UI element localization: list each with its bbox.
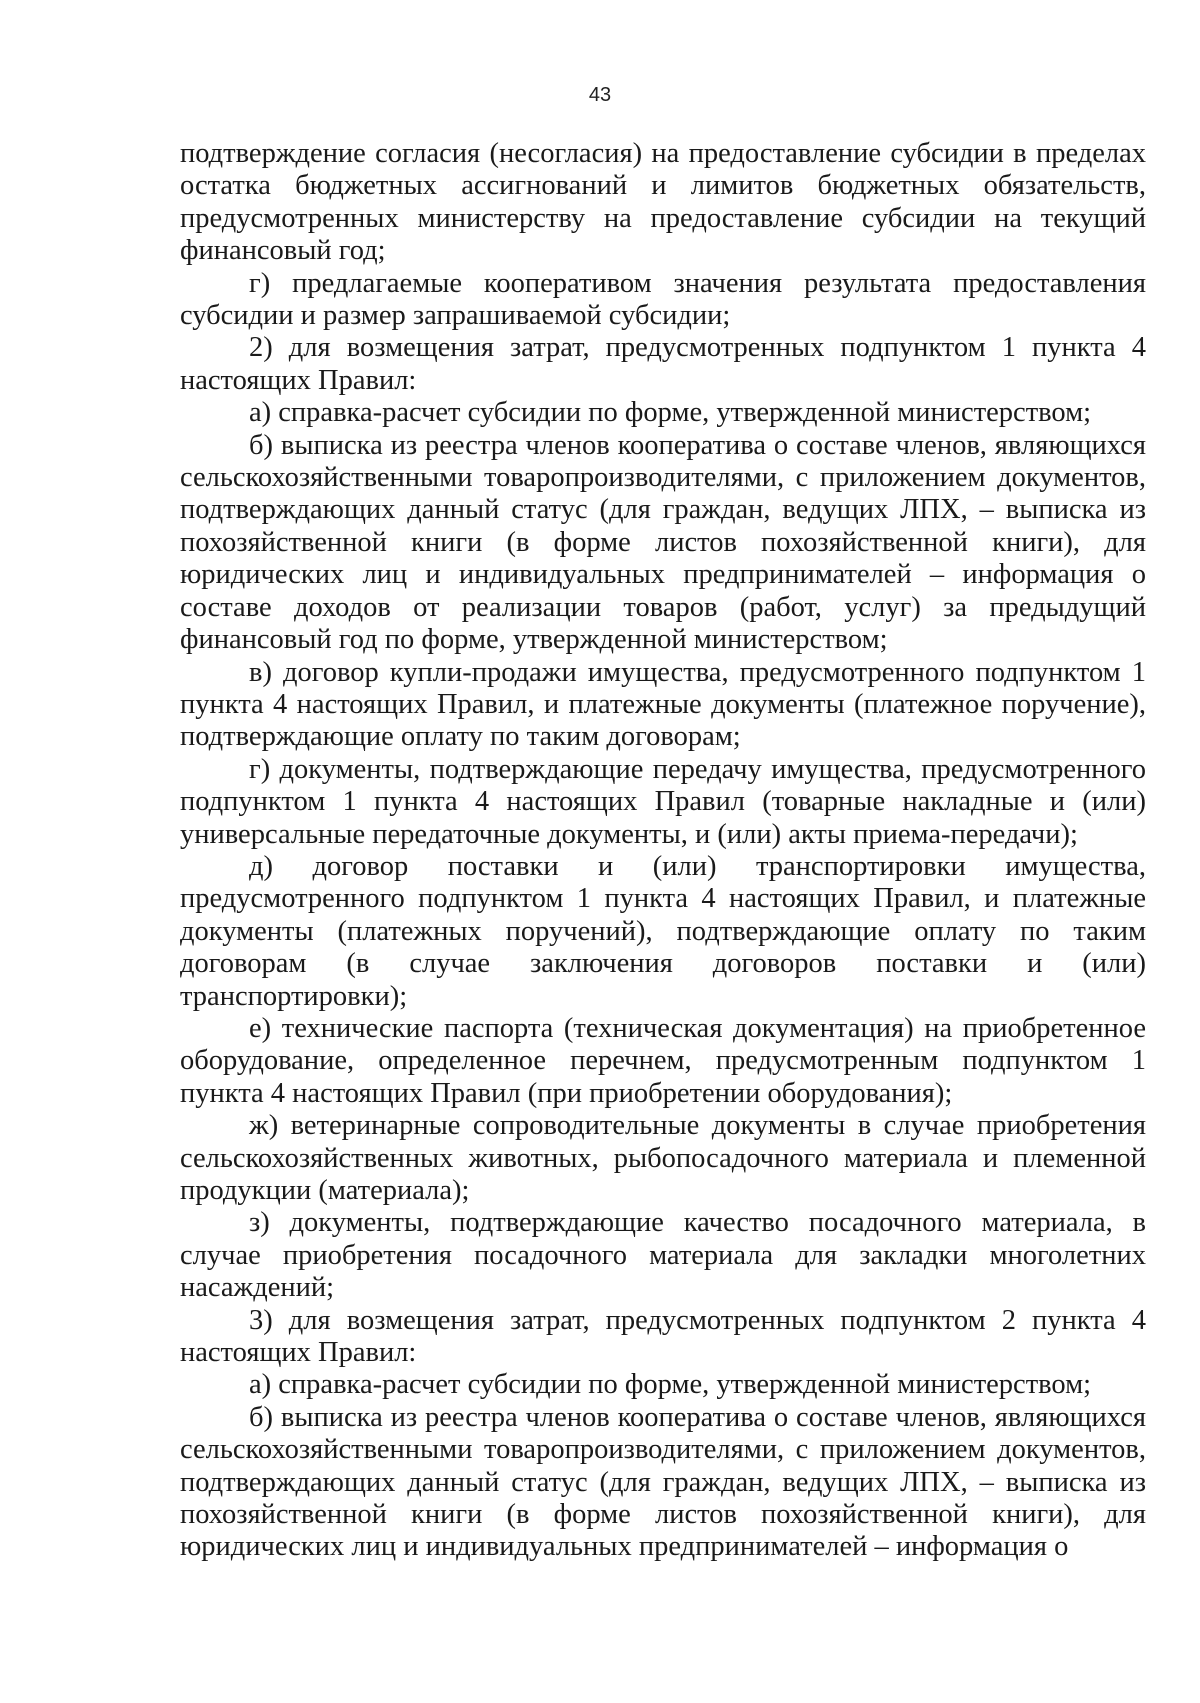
paragraph: а) справка-расчет субсидии по форме, утвержденной министерством; <box>249 1369 1092 1401</box>
document-body <box>180 138 1146 1564</box>
paragraph: 2) для возмещения затрат, предусмотренных подпунктом 1 пункта 4 настоящих Правил: <box>180 332 1146 396</box>
paragraph: а) справка-расчет субсидии по форме, утвержденной министерством; <box>249 397 1092 429</box>
paragraph: подтверждение согласия (несогласия) на предоставление субсидии в пределах остатка бюджетных ассигнований и лимитов бюджетных обязательств, предусмотренных министерству на предоставление субсидии на текущий финансовый год; <box>180 138 1146 267</box>
paragraph: б) выписка из реестра членов кооператива о составе членов, являющихся сельскохозяйственными товаропроизводителями, с приложением документов, подтверждающих данный статус (для граждан, ведущих ЛПХ, – выписка из похозяйственной книги (в форме листов похозяйственной книги), для юридических лиц и индивидуальных предпринимателей – информация о составе доходов от реализации товаров (работ, услуг) за предыдущий финансовый год по форме, утвержденной министерством; <box>180 429 1146 656</box>
paragraph: з) документы, подтверждающие качество посадочного материала, в случае приобретения посадочного материала для закладки многолетних насаждений; <box>180 1207 1146 1304</box>
paragraph: г) предлагаемые кооперативом значения результата предоставления субсидии и размер запрашиваемой субсидии; <box>180 267 1146 332</box>
paragraph: в) договор купли-продажи имущества, предусмотренного подпунктом 1 пункта 4 настоящих Правил, и платежные документы (платежное поручение), подтверждающие оплату по таким договорам; <box>180 656 1146 753</box>
paragraph: д) договор поставки и (или) транспортировки имущества, предусмотренного подпунктом 1 пункта 4 настоящих Правил, и платежные документы (платежных поручений), подтверждающие оплату по таким договорам (в случае заключения договоров поставки и (или) транспортировки); <box>180 850 1146 1012</box>
paragraph: 3) для возмещения затрат, предусмотренных подпунктом 2 пункта 4 настоящих Правил: <box>180 1304 1146 1369</box>
paragraph: е) технические паспорта (техническая документация) на приобретенное оборудование, определенное перечнем, предусмотренным подпунктом 1 пункта 4 настоящих Правил (при приобретении оборудования); <box>180 1012 1146 1109</box>
paragraph: ж) ветеринарные сопроводительные документы в случае приобретения сельскохозяйственных животных, рыбопосадочного материала и племенной продукции (материала); <box>180 1110 1146 1206</box>
paragraph: г) документы, подтверждающие передачу имущества, предусмотренного подпунктом 1 пункта 4 настоящих Правил (товарные накладные и (или) универсальные передаточные документы, и (или) акты приема-передачи); <box>180 753 1146 850</box>
paragraph: б) выписка из реестра членов кооператива о составе членов, являющихся сельскохозяйственными товаропроизводителями, с приложением документов, подтверждающих данный статус (для граждан, ведущих ЛПХ, – выписка из похозяйственной книги (в форме листов похозяйственной книги), для юридических лиц и индивидуальных предпринимателей – информация о <box>180 1401 1146 1563</box>
page-number: 43 <box>588 84 612 106</box>
